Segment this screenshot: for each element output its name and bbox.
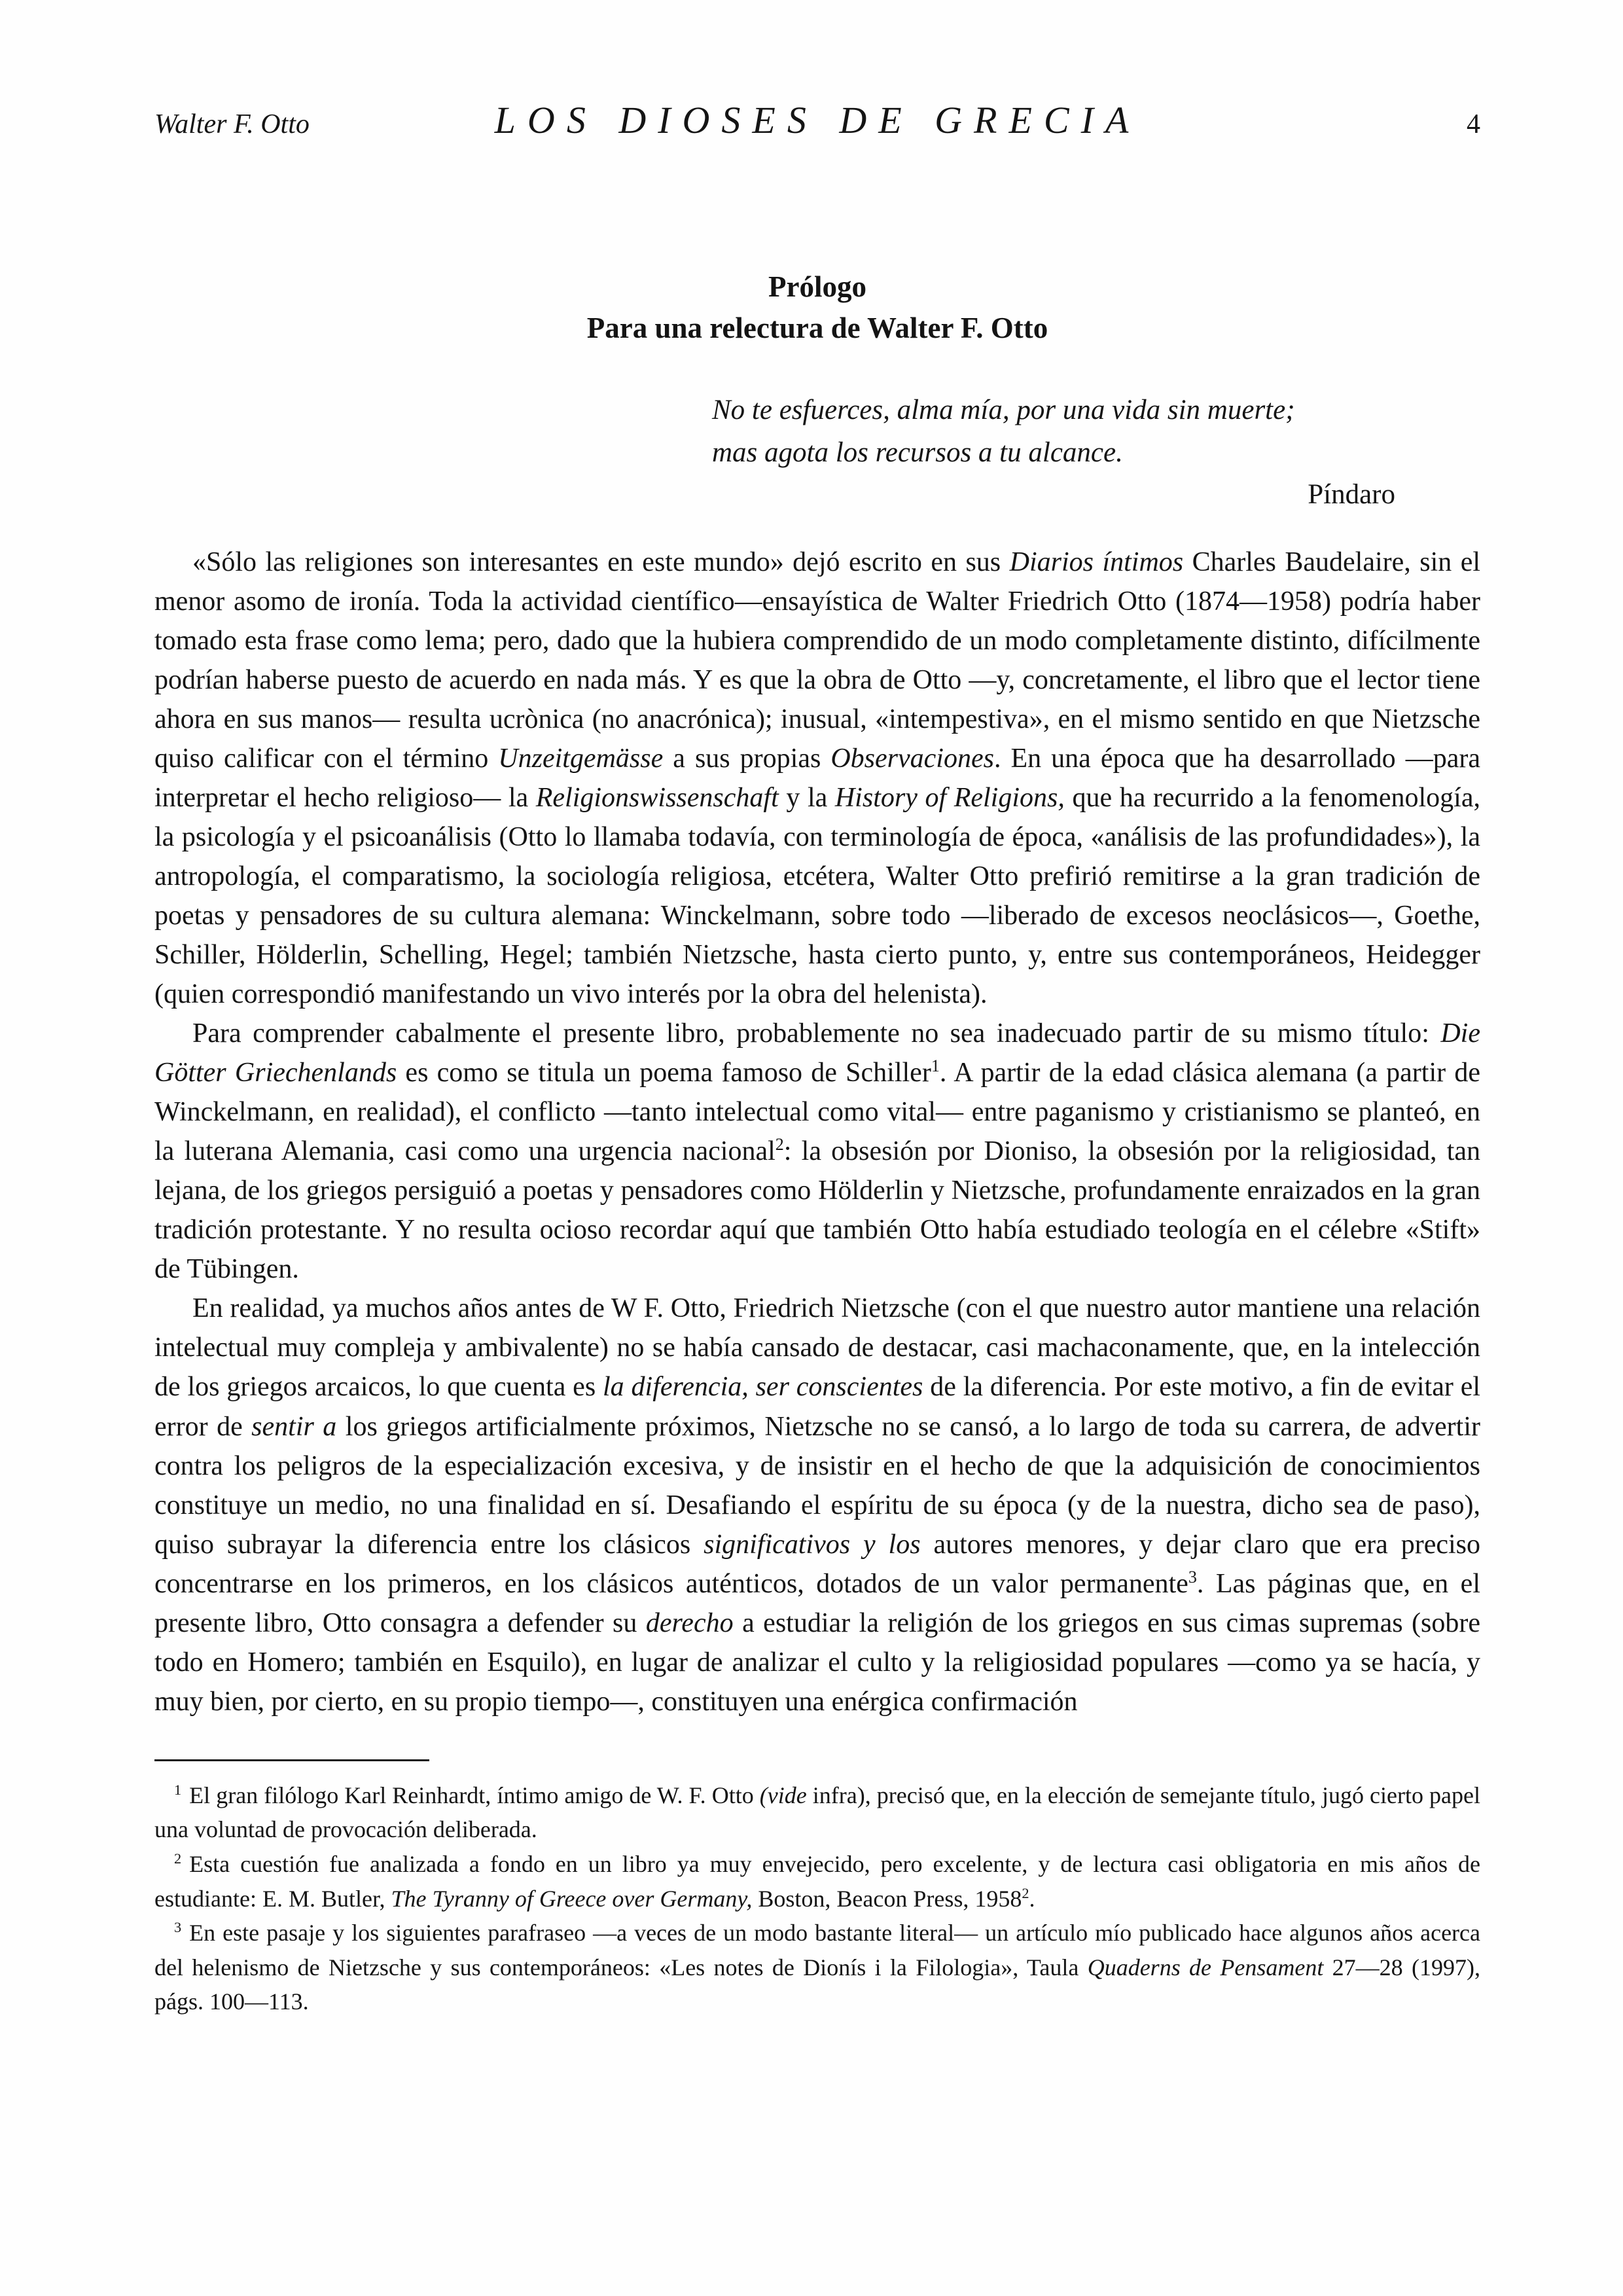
running-header-book-title: LOS DIOSES DE GRECIA — [494, 99, 1141, 141]
emphasized-text: sentir a — [251, 1411, 337, 1442]
footnote-marker: 3 — [174, 1919, 182, 1936]
epigraph-line: No te esfuerces, alma mía, por una vida sin muerte; — [712, 395, 1295, 425]
page-header — [154, 98, 1480, 142]
epigraph — [712, 389, 1480, 516]
text-run: El gran filólogo Karl Reinhardt, íntimo amigo de W. F. Otto — [189, 1782, 760, 1808]
text-run: . A partir de la edad clásica alemana (a partir de Winckelmann, en realidad), el conflicto —tanto intelectual como vital— entre paganismo y cristianismo se planteó, en la luterana Alemania, casi como una urgencia nacional — [154, 1058, 1480, 1167]
emphasized-text: Unzeitgemässe — [498, 743, 664, 774]
text-run: En realidad, ya muchos años antes de W F. Otto, Friedrich Nietzsche (con el que nuestro autor mantiene una relación intelectual muy compleja y ambivalente) no se había cansado de destacar, casi machaconamente, que, en la intelección de los griegos arcaicos, lo que cuenta es — [154, 1293, 1480, 1403]
footnote-text — [154, 1920, 1480, 2015]
text-run: Boston, Beacon Press, 1958 — [752, 1885, 1022, 1912]
emphasized-text: la diferencia, ser conscientes — [603, 1372, 923, 1403]
emphasized-text: derecho — [645, 1607, 734, 1638]
text-run: . — [1029, 1885, 1035, 1912]
text-run: los griegos artificialmente próximos, Nietzsche no se cansó, a lo largo de toda su carrera, de advertir contra los peligros de la especialización excesiva, y de insistir en el hecho de que la adquisición de conocimientos constituye un medio, no una finalidad en sí. Desafiando el espíritu de su época (y de la nuestra, dicho sea de paso), quiso subrayar la diferencia entre los clásicos — [154, 1411, 1480, 1560]
text-run: Para comprender cabalmente el presente libro, probablemente no sea inadecuado partir de su mismo título: — [192, 1018, 1441, 1049]
footnote-text — [154, 1851, 1480, 1912]
section-heading — [154, 266, 1480, 349]
footnotes-section — [154, 1759, 1480, 2019]
text-run: es como se titula un poema famoso de Schiller — [397, 1058, 931, 1088]
emphasized-text: Die Götter Griechenlands — [154, 1018, 1480, 1088]
emphasized-text: Religionswissenschaft — [535, 782, 779, 813]
text-run: 27—28 (1997), págs. 100—113. — [154, 1954, 1480, 2015]
emphasized-text: History of Religions, — [834, 782, 1065, 813]
text-run: «Sólo las religiones son interesantes en este mundo» dejó escrito en sus — [192, 547, 1010, 577]
emphasized-text: Quaderns de Pensament — [1087, 1954, 1324, 1981]
paragraph — [154, 543, 1480, 1014]
emphasized-text: significativos y los — [704, 1529, 921, 1560]
text-run: . Las páginas que, en el presente libro, Otto consagra a defender su — [154, 1568, 1480, 1638]
epigraph-line: mas agota los recursos a tu alcance. — [712, 437, 1123, 468]
running-header-author: Walter F. Otto — [154, 109, 310, 139]
emphasized-text: (vide — [759, 1782, 807, 1808]
paragraph — [154, 1014, 1480, 1289]
text-run: Charles Baudelaire, sin el menor asomo de ironía. Toda la actividad científico—ensayística de Walter Friedrich Otto (1874—1958) podría haber tomado esta frase como lema; pero, dado que la hubiera comprendido de un modo completamente distinto, difícilmente podrían haberse puesto de acuerdo en nada más. Y es que la obra de Otto —y, concretamente, el libro que el lector tiene ahora en sus manos— resulta ucrònica (no anacrónica); inusual, «intempestiva», en el mismo sentido en que Nietzsche quiso calificar con el término — [154, 547, 1481, 774]
footnote-marker: 2 — [174, 1850, 182, 1867]
text-run: y la — [778, 782, 835, 813]
footnote-separator — [154, 1759, 429, 1761]
text-run: a sus propias — [663, 743, 831, 774]
footnote — [154, 1778, 1480, 1847]
text-run: de la diferencia. Por este motivo, a fin de evitar el error de — [154, 1372, 1480, 1442]
text-run: : la obsesión por Dioniso, la obsesión por la religiosidad, tan lejana, de los griegos persiguió a poetas y pensadores como Hölderlin y Nietzsche, profundamente enraizados en la gran tradición protestante. Y no resulta ocioso recordar aquí que también Otto había estudiado teología en el célebre «Stift» de Tübingen. — [154, 1136, 1480, 1285]
heading-line-2: Para una relectura de Walter F. Otto — [586, 312, 1048, 344]
body-text — [154, 543, 1480, 1721]
heading-line-1: Prólogo — [768, 270, 866, 303]
text-run: autores menores, y dejar claro que era preciso concentrarse en los primeros, en los clásicos auténticos, dotados de un valor permanente — [154, 1529, 1480, 1599]
text-run: En este pasaje y los siguientes parafraseo —a veces de un modo bastante literal— un artículo mío publicado hace algunos años acerca del helenismo de Nietzsche y sus contemporáneos: «Les notes de Dionís i la Filologia», Taula — [154, 1920, 1480, 1981]
emphasized-text: Observaciones — [830, 743, 994, 774]
text-run: Esta cuestión fue analizada a fondo en un libro ya muy envejecido, pero excelente, y de lectura casi obligatoria en mis años de estudiante: E. M. Butler, — [154, 1851, 1480, 1912]
text-run: infra), precisó que, en la elección de semejante título, jugó cierto papel una voluntad de provocación deliberada. — [154, 1782, 1481, 1843]
footnote-text — [154, 1782, 1480, 1843]
paragraph — [154, 1289, 1480, 1721]
text-run: . En una época que ha desarrollado —para interpretar el hecho religioso— la — [154, 743, 1480, 813]
text-run: que ha recurrido a la fenomenología, la psicología y el psicoanálisis (Otto lo llamaba todavía, con terminología de época, «análisis de las profundidades»), la antropología, el comparatismo, la sociología religiosa, etcétera, Walter Otto prefirió remitirse a la gran tradición de poetas y pensadores de su cultura alemana: Winckelmann, sobre todo —liberado de excesos neoclásicos—, Goethe, Schiller, Hölderlin, Schelling, Hegel; también Nietzsche, hasta cierto punto, y, entre sus contemporáneos, Heidegger (quien correspondió manifestando un vivo interés por la obra del helenista). — [154, 782, 1480, 1010]
emphasized-text: The Tyranny of Greece over Germany, — [391, 1885, 753, 1912]
page-number: 4 — [1467, 109, 1480, 139]
footnote-reference: 2 — [775, 1135, 784, 1155]
text-run: a estudiar la religión de los griegos en sus cimas supremas (sobre todo en Homero; también en Esquilo), en lugar de analizar el culto y la religiosidad populares —como ya se hacía, y muy bien, por cierto, en su propio tiempo—, constituyen una enérgica confirmación — [154, 1607, 1480, 1717]
footnote — [154, 1916, 1480, 2019]
footnote-reference: 3 — [1188, 1567, 1197, 1587]
footnote-reference: 2 — [1022, 1884, 1029, 1901]
epigraph-attribution: Píndaro — [1308, 479, 1395, 510]
footnote — [154, 1847, 1480, 1916]
emphasized-text: Diarios íntimos — [1009, 547, 1184, 577]
footnote-reference: 1 — [931, 1056, 940, 1076]
footnote-marker: 1 — [174, 1781, 182, 1798]
